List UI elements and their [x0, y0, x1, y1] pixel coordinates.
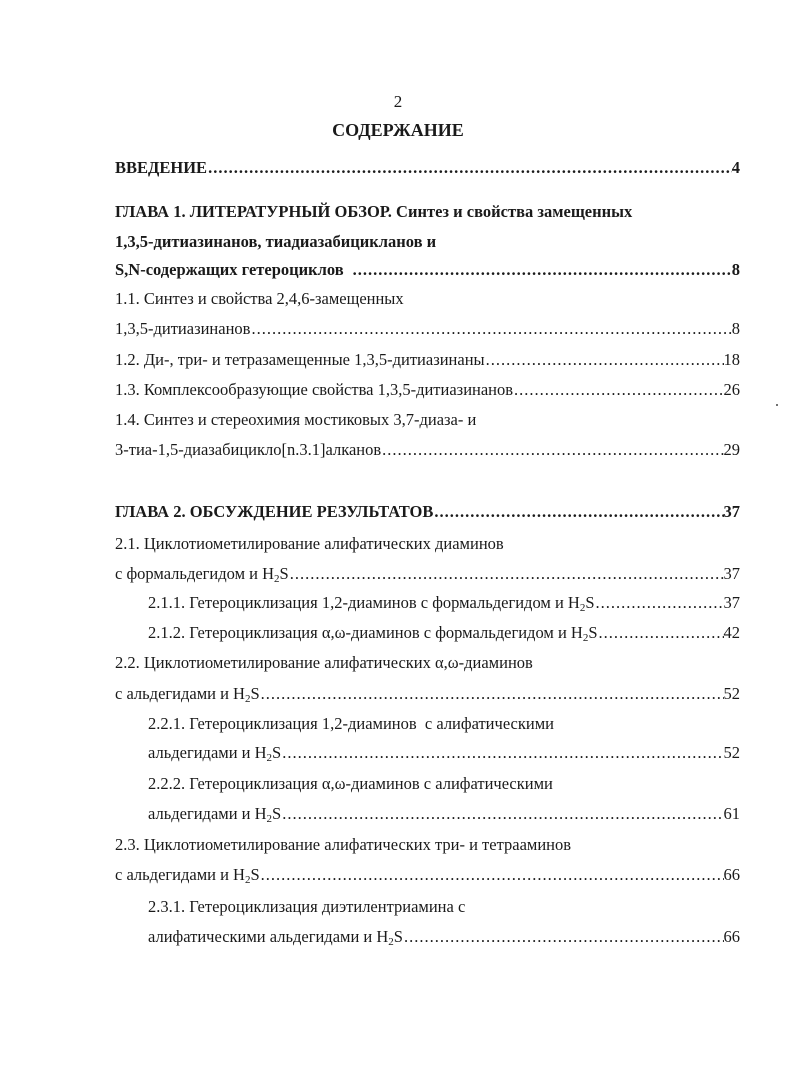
toc-leader-dots	[281, 742, 723, 764]
toc-section-1-2[interactable]	[115, 349, 740, 371]
toc-section-1-1-line2[interactable]	[115, 318, 740, 340]
toc-page-number: 8	[731, 319, 740, 338]
toc-page-number: 29	[723, 440, 740, 459]
toc-page-number: 66	[723, 927, 740, 946]
toc-entry-label: альдегидами и $H_2S$	[148, 743, 282, 764]
toc-entry-label: 1.2. Ди-, три- и тетразамещенные 1,3,5-дитиазинаны	[115, 350, 485, 369]
toc-leader-dots	[381, 439, 723, 461]
toc-entry-label: S,N-содержащих гетероциклов	[115, 260, 344, 279]
toc-entry-label: с альдегидами и $H_2S$	[115, 684, 260, 705]
toc-page-number: 18	[723, 350, 740, 369]
toc-leader-dots	[207, 157, 732, 179]
toc-chapter-1-line3[interactable]	[115, 259, 740, 281]
toc-entry-label: 3-тиа-1,5-диазабицикло[n.3.1]алканов	[115, 440, 382, 459]
toc-section-1-1-line1[interactable]: 1.1. Синтез и свойства 2,4,6-замещенных	[115, 289, 404, 308]
toc-leader-dots	[513, 379, 723, 401]
toc-section-2-2-1-line1[interactable]: 2.2.1. Гетероциклизация 1,2-диаминов с алифатическими	[148, 714, 554, 733]
toc-section-2-2-line2[interactable]	[115, 683, 740, 705]
toc-entry-label: 2.1.1. Гетероциклизация 1,2-диаминов с формальдегидом и $H_2S$	[148, 593, 595, 614]
toc-section-2-2-line1[interactable]: 2.2. Циклотиометилирование алифатических α,ω-диаминов	[115, 653, 533, 672]
toc-leader-dots	[598, 622, 724, 644]
toc-entry-label: 2.1.2. Гетероциклизация α,ω-диаминов с формальдегидом и $H_2S$	[148, 623, 598, 644]
toc-page-number: 37	[723, 564, 740, 583]
toc-leader-dots	[433, 501, 723, 523]
toc-entry-label: алифатическими альдегидами и $H_2S$	[148, 927, 403, 948]
toc-leader-dots	[260, 864, 724, 886]
toc-page-number: 52	[723, 684, 740, 703]
scan-speck	[776, 404, 778, 406]
toc-section-2-1-line2[interactable]	[115, 563, 740, 585]
toc-page-number: 52	[723, 743, 740, 762]
toc-section-2-2-2-line2[interactable]	[148, 803, 740, 825]
toc-leader-dots	[260, 683, 724, 705]
toc-page-number: 37	[723, 593, 740, 612]
toc-entry-label: с формальдегидом и $H_2S$	[115, 564, 289, 585]
toc-page-number: 42	[723, 623, 740, 642]
toc-section-2-3-line1[interactable]: 2.3. Циклотиометилирование алифатических три- и тетрааминов	[115, 835, 572, 854]
toc-leader-dots	[403, 926, 724, 948]
toc-entry-label: 1.3. Комплексообразующие свойства 1,3,5-дитиазинанов	[115, 380, 514, 399]
toc-section-2-3-1-line2[interactable]	[148, 926, 740, 948]
toc-entry-label: ГЛАВА 2. ОБСУЖДЕНИЕ РЕЗУЛЬТАТОВ	[115, 502, 434, 521]
toc-leader-dots	[250, 318, 731, 340]
toc-entry-label: альдегидами и $H_2S$	[148, 804, 282, 825]
toc-chapter-1-line2[interactable]: 1,3,5-дитиазинанов, тиадиазабицикланов и	[115, 232, 437, 251]
toc-section-2-3-line2[interactable]	[115, 864, 740, 886]
toc-section-2-2-2-line1[interactable]: 2.2.2. Гетероциклизация α,ω-диаминов с алифатическими	[148, 774, 553, 793]
toc-entry-intro[interactable]	[115, 157, 740, 179]
toc-leader-dots	[595, 592, 724, 614]
toc-page-number: 37	[723, 502, 740, 521]
toc-section-1-3[interactable]	[115, 379, 740, 401]
toc-chapter-2[interactable]	[115, 501, 740, 523]
page-number: 2	[393, 92, 403, 111]
toc-entry-label: с альдегидами и $H_2S$	[115, 865, 260, 886]
toc-section-1-4-line2[interactable]	[115, 439, 740, 461]
toc-page-number: 4	[731, 158, 740, 177]
toc-section-1-4-line1[interactable]: 1.4. Синтез и стереохимия мостиковых 3,7-диаза- и	[115, 410, 477, 429]
toc-section-2-1-2[interactable]	[148, 622, 740, 644]
toc-leader-dots	[281, 803, 723, 825]
toc-chapter-1-line1[interactable]: ГЛАВА 1. ЛИТЕРАТУРНЫЙ ОБЗОР. Синтез и свойства замещенных	[115, 202, 633, 221]
toc-leader-dots	[352, 259, 732, 281]
toc-leader-dots	[289, 563, 724, 585]
toc-leader-dots	[485, 349, 724, 371]
toc-page-number: 8	[731, 260, 740, 279]
toc-section-2-3-1-line1[interactable]: 2.3.1. Гетероциклизация диэтилентриамина с	[148, 897, 466, 916]
toc-page-number: 66	[723, 865, 740, 884]
toc-section-2-1-1[interactable]	[148, 592, 740, 614]
page-title: СОДЕРЖАНИЕ	[332, 120, 464, 140]
toc-section-2-2-1-line2[interactable]	[148, 742, 740, 764]
toc-page-number: 61	[723, 804, 740, 823]
toc-entry-label: ВВЕДЕНИЕ	[115, 158, 208, 177]
toc-page-number: 26	[723, 380, 740, 399]
toc-section-2-1-line1[interactable]: 2.1. Циклотиометилирование алифатических диаминов	[115, 534, 504, 553]
toc-entry-label: 1,3,5-дитиазинанов	[115, 319, 251, 338]
